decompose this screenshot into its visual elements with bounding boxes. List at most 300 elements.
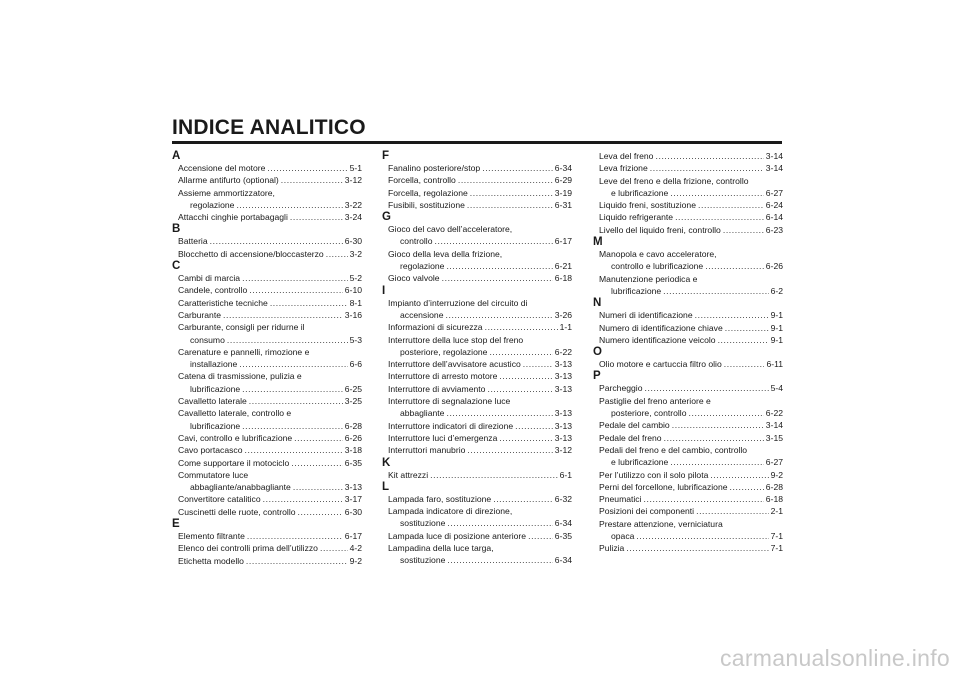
index-entry-text: Fanalino posteriore/stop <box>388 163 481 173</box>
index-entry-page: 3-18 <box>344 445 362 456</box>
index-entry <box>382 444 572 456</box>
index-entry-heading: Gioco della leva della frizione, <box>388 248 503 259</box>
leader-dots <box>705 260 764 272</box>
index-entry <box>382 395 572 420</box>
leader-dots <box>326 248 348 260</box>
index-entry-text: Numero di identificazione chiave <box>599 322 723 333</box>
index-entry-line <box>599 224 783 236</box>
leader-dots <box>482 162 553 174</box>
leader-dots <box>696 505 769 517</box>
index-entry-page: 6-6 <box>349 359 362 370</box>
leader-dots <box>467 199 553 211</box>
index-entry <box>593 518 783 543</box>
leader-dots <box>263 493 343 505</box>
index-entry-page: 3-14 <box>765 151 783 161</box>
index-entry-text: accensione <box>400 309 444 320</box>
index-entry-line <box>388 346 572 358</box>
index-entry-text: e lubrificazione <box>611 187 669 198</box>
leader-dots <box>447 554 552 566</box>
leader-dots <box>644 493 764 505</box>
index-entry-heading: Carenature e pannelli, rimozione e <box>178 346 310 357</box>
index-entry-line <box>388 309 572 321</box>
index-entry-page: 6-32 <box>554 493 572 504</box>
leader-dots <box>523 358 553 370</box>
index-entry-heading: Catena di trasmissione, pulizia e <box>178 371 302 382</box>
index-entry-text: abbagliante <box>400 408 445 419</box>
index-column-3 <box>593 150 783 555</box>
index-entry-heading: Prestare attenzione, verniciatura <box>599 518 723 529</box>
leader-dots <box>249 284 343 296</box>
index-entry-page: 6-28 <box>344 420 362 431</box>
index-entry <box>593 309 783 321</box>
index-entry-line <box>388 383 572 395</box>
index-entry-page: 6-25 <box>344 383 362 394</box>
index-entry-text: Allarme antifurto (optional) <box>178 175 279 186</box>
leader-dots <box>247 530 343 542</box>
index-entry-text: e lubrificazione <box>611 457 669 468</box>
index-entry-page: 6-27 <box>765 457 783 468</box>
index-entry-page: 3-26 <box>554 309 572 320</box>
index-entry-text: Informazioni di sicurezza <box>388 322 483 333</box>
index-entry <box>172 493 362 505</box>
index-entry-page: 6-26 <box>344 432 362 443</box>
index-entry-page: 9-1 <box>770 322 783 333</box>
index-entry-page: 9-2 <box>349 555 362 566</box>
index-entry-line <box>388 272 572 284</box>
leader-dots <box>725 322 769 334</box>
index-entry-line <box>599 419 783 431</box>
index-entry-text: Candele, controllo <box>178 285 248 296</box>
index-entry-page: 2-1 <box>770 506 783 517</box>
leader-dots <box>672 419 764 431</box>
leader-dots <box>664 432 764 444</box>
index-entry-page: 6-35 <box>554 530 572 541</box>
index-entry <box>593 175 783 200</box>
index-entry <box>382 432 572 444</box>
index-entry-page: 3-24 <box>344 212 362 223</box>
index-entry-page: 9-1 <box>770 334 783 345</box>
index-entry-page: 6-18 <box>765 494 783 505</box>
index-entry-page: 7-1 <box>770 531 783 542</box>
index-entry-page: 6-22 <box>765 408 783 419</box>
index-entry-heading: Manutenzione periodica e <box>599 273 698 284</box>
leader-dots <box>281 174 343 186</box>
index-entry-text: posteriore, regolazione <box>400 346 488 357</box>
index-entry-text: Interruttore di arresto motore <box>388 371 498 382</box>
index-entry-page: 6-23 <box>765 224 783 235</box>
index-entry-line <box>388 432 572 444</box>
index-entry-heading: Impianto d’interruzione del circuito di <box>388 297 528 308</box>
index-entry-line <box>178 211 362 223</box>
leader-dots <box>489 346 552 358</box>
index-entry <box>593 505 783 517</box>
leader-dots <box>710 469 768 481</box>
index-entry-line <box>178 383 362 395</box>
leader-dots <box>675 211 764 223</box>
index-entry-line <box>388 407 572 419</box>
index-entry <box>172 370 362 395</box>
index-entry <box>593 211 783 223</box>
index-entry-line <box>599 199 783 211</box>
leader-dots <box>723 224 764 236</box>
index-entry-text: installazione <box>190 359 238 370</box>
index-entry-text: Livello del liquido freni, controllo <box>599 224 721 235</box>
index-entry-text: Interruttore luci d’emergenza <box>388 432 498 443</box>
index-entry-page: 6-34 <box>554 163 572 173</box>
leader-dots <box>499 432 552 444</box>
leader-dots <box>485 321 558 333</box>
index-entry-line <box>178 481 362 493</box>
index-entry-line <box>178 272 362 284</box>
index-entry-page: 6-17 <box>344 531 362 542</box>
index-entry-line <box>599 530 783 542</box>
index-letter-heading: A <box>172 150 181 162</box>
index-entry-text: Accensione del motore <box>178 163 266 173</box>
index-entry-text: Cavalletto laterale <box>178 396 247 407</box>
index-entry <box>593 248 783 273</box>
leader-dots <box>239 358 347 370</box>
leader-dots <box>223 309 343 321</box>
leader-dots <box>242 420 343 432</box>
index-entry-text: Batteria <box>178 236 208 247</box>
index-entry-text: posteriore, controllo <box>611 408 687 419</box>
index-column-1 <box>172 150 362 567</box>
index-entry-text: Cuscinetti delle ruote, controllo <box>178 506 296 517</box>
index-entry <box>172 469 362 494</box>
index-entry-heading: Carburante, consigli per ridurne il <box>178 322 305 333</box>
index-entry-page: 3-14 <box>765 420 783 431</box>
leader-dots <box>467 444 552 456</box>
index-entry <box>593 382 783 394</box>
leader-dots <box>446 407 552 419</box>
index-entry <box>593 150 783 162</box>
index-entry <box>382 248 572 273</box>
index-entry <box>593 199 783 211</box>
leader-dots <box>291 457 343 469</box>
leader-dots <box>434 235 552 247</box>
page-title: INDICE ANALITICO <box>172 116 366 139</box>
index-entry <box>382 187 572 199</box>
index-entry <box>172 395 362 407</box>
leader-dots <box>663 285 768 297</box>
leader-dots <box>245 444 343 456</box>
index-entry <box>172 297 362 309</box>
index-letter-heading: C <box>172 260 181 273</box>
index-entry-text: Elemento filtrante <box>178 531 245 542</box>
index-entry-line <box>599 334 783 346</box>
index-entry-line <box>388 530 572 542</box>
index-entry-text: lubrificazione <box>190 420 241 431</box>
leader-dots <box>445 309 552 321</box>
index-entry-page: 3-12 <box>344 175 362 186</box>
index-entry-heading: Assieme ammortizzatore, <box>178 187 275 198</box>
index-entry-line <box>388 199 572 211</box>
index-entry-line <box>599 285 783 297</box>
index-entry-line <box>388 162 572 174</box>
index-entry-page: 6-27 <box>765 187 783 198</box>
index-entry-page: 6-34 <box>554 518 572 529</box>
index-entry <box>382 272 572 284</box>
index-entry-line <box>178 555 362 567</box>
leader-dots <box>688 407 763 419</box>
index-entry-text: Interruttori manubrio <box>388 445 466 456</box>
index-entry-page: 3-13 <box>554 408 572 419</box>
index-entry-text: Kit attrezzi <box>388 469 429 480</box>
index-letter-heading: M <box>593 236 603 249</box>
index-entry <box>382 493 572 505</box>
index-entry-text: Come supportare il motociclo <box>178 457 290 468</box>
index-entry <box>172 555 362 567</box>
index-entry-text: Caratteristiche tecniche <box>178 297 268 308</box>
index-entry <box>593 432 783 444</box>
index-entry-text: Cavi, controllo e lubrificazione <box>178 432 293 443</box>
index-entry-page: 6-24 <box>765 200 783 211</box>
leader-dots <box>293 481 343 493</box>
index-entry-page: 6-18 <box>554 273 572 284</box>
index-entry-page: 6-35 <box>344 457 362 468</box>
index-entry-page: 7-1 <box>770 543 783 554</box>
index-entry-heading: Manopola e cavo acceleratore, <box>599 249 717 260</box>
index-entry-text: Cavo portacasco <box>178 445 243 456</box>
index-entry-text: regolazione <box>400 261 445 272</box>
index-entry <box>382 174 572 186</box>
index-entry-text: Numeri di identificazione <box>599 310 693 321</box>
index-entry-text: Posizioni dei componenti <box>599 506 695 517</box>
leader-dots <box>249 395 343 407</box>
index-entry <box>593 322 783 334</box>
leader-dots <box>626 542 768 554</box>
index-entry-line <box>599 407 783 419</box>
index-entry-page: 3-17 <box>344 494 362 505</box>
index-entry-text: sostituzione <box>400 518 446 529</box>
index-entry-text: Elenco dei controlli prima dell’utilizzo <box>178 543 318 554</box>
index-letter-heading: I <box>382 284 386 297</box>
index-entry-page: 3-16 <box>344 309 362 320</box>
leader-dots <box>698 199 764 211</box>
index-entry-text: Pneumatici <box>599 494 642 505</box>
index-entry-heading: Cavalletto laterale, controllo e <box>178 408 292 419</box>
index-entry <box>172 284 362 296</box>
index-entry <box>172 457 362 469</box>
index-entry-text: sostituzione <box>400 555 446 566</box>
index-entry-page: 9-2 <box>770 469 783 480</box>
leader-dots <box>724 358 765 370</box>
index-entry-line <box>388 174 572 186</box>
index-entry-page: 3-13 <box>554 383 572 394</box>
index-entry-line <box>599 505 783 517</box>
index-entry-line <box>178 174 362 186</box>
index-entry-line <box>388 554 572 566</box>
index-entry-text: Cambi di marcia <box>178 273 241 284</box>
index-entry-page: 5-3 <box>349 334 362 345</box>
leader-dots <box>718 334 769 346</box>
index-entry-text: Lampada luce di posizione anteriore <box>388 530 527 541</box>
index-entry <box>172 407 362 432</box>
index-entry-page: 9-1 <box>770 310 783 321</box>
index-entry <box>593 273 783 298</box>
index-letter-heading: P <box>593 370 601 383</box>
index-entry-page: 3-19 <box>554 187 572 198</box>
index-entry-line <box>388 444 572 456</box>
index-entry <box>382 383 572 395</box>
index-entry-line <box>388 517 572 529</box>
index-entry-line <box>388 493 572 505</box>
index-entry-line <box>178 432 362 444</box>
leader-dots <box>210 235 343 247</box>
index-entry-text: Interruttore di avviamento <box>388 383 486 394</box>
index-entry-text: Interruttore dell’avvisatore acustico <box>388 359 521 370</box>
index-entry-text: Carburante <box>178 309 221 320</box>
index-entry-line <box>178 309 362 321</box>
index-entry <box>593 419 783 431</box>
index-entry <box>382 505 572 530</box>
index-entry-page: 3-14 <box>765 163 783 174</box>
leader-dots <box>458 174 553 186</box>
index-entry-page: 6-29 <box>554 175 572 186</box>
index-entry-line <box>599 162 783 174</box>
index-entry <box>593 481 783 493</box>
index-entry-line <box>599 493 783 505</box>
leader-dots <box>670 456 763 468</box>
index-entry-line <box>599 309 783 321</box>
index-entry-page: 5-2 <box>349 273 362 284</box>
index-entry <box>172 444 362 456</box>
leader-dots <box>446 260 552 272</box>
index-entry-page: 6-34 <box>554 555 572 566</box>
index-entry-page: 4-2 <box>349 543 362 554</box>
index-entry-line <box>388 420 572 432</box>
index-entry-page: 3-13 <box>554 432 572 443</box>
index-entry <box>172 174 362 186</box>
index-entry-text: lubrificazione <box>611 285 662 296</box>
index-entry <box>382 297 572 322</box>
index-entry-line <box>178 530 362 542</box>
leader-dots <box>290 211 343 223</box>
index-entry-text: opaca <box>611 531 635 542</box>
index-entry <box>382 542 572 567</box>
index-entry-heading: Interruttore di segnalazione luce <box>388 396 511 407</box>
leader-dots <box>242 383 343 395</box>
index-entry-line <box>599 542 783 554</box>
leader-dots <box>655 150 763 162</box>
index-entry-line <box>178 162 362 174</box>
index-entry-page: 3-12 <box>554 445 572 456</box>
index-entry-heading: Pastiglie del freno anteriore e <box>599 395 711 406</box>
index-entry <box>593 224 783 236</box>
index-entry <box>172 530 362 542</box>
index-entry-text: Gioco valvole <box>388 273 440 284</box>
index-entry <box>593 162 783 174</box>
leader-dots <box>430 469 557 481</box>
index-letter-heading: F <box>382 150 390 162</box>
index-entry <box>593 444 783 469</box>
index-entry <box>172 248 362 260</box>
index-entry-heading: Leve del freno e della frizione, controllo <box>599 175 749 186</box>
index-entry <box>593 542 783 554</box>
index-entry-page: 5-4 <box>770 383 783 394</box>
leader-dots <box>636 530 768 542</box>
index-entry-line <box>599 260 783 272</box>
index-entry <box>593 395 783 420</box>
index-entry <box>382 469 572 481</box>
index-entry-line <box>178 444 362 456</box>
index-entry-page: 6-30 <box>344 236 362 247</box>
index-entry-page: 3-22 <box>344 199 362 210</box>
leader-dots <box>298 506 343 518</box>
index-entry-line <box>388 235 572 247</box>
watermark: carmanualsonline.info <box>719 645 950 671</box>
index-entry-page: 8-1 <box>349 297 362 308</box>
index-entry <box>172 272 362 284</box>
index-entry-text: controllo e lubrificazione <box>611 261 704 272</box>
index-entry-line <box>388 370 572 382</box>
index-entry-page: 6-21 <box>554 261 572 272</box>
index-entry <box>172 506 362 518</box>
index-entry-text: Pedale del freno <box>599 432 662 443</box>
index-entry-text: Leva frizione <box>599 163 648 174</box>
leader-dots <box>447 517 552 529</box>
index-letter-heading: O <box>593 346 602 359</box>
index-entry <box>172 187 362 212</box>
leader-dots <box>730 481 764 493</box>
index-entry-line <box>599 469 783 481</box>
index-entry <box>382 223 572 248</box>
leader-dots <box>650 162 764 174</box>
index-entry-text: Fusibili, sostituzione <box>388 199 465 210</box>
index-entry-page: 3-13 <box>344 482 362 493</box>
index-entry <box>382 530 572 542</box>
index-entry-text: Parcheggio <box>599 383 643 394</box>
index-entry-line <box>178 493 362 505</box>
index-entry-page: 6-11 <box>766 359 783 370</box>
leader-dots <box>246 555 348 567</box>
index-entry-page: 6-17 <box>554 236 572 247</box>
index-entry-text: Attacchi cinghie portabagagli <box>178 212 288 223</box>
index-entry-line <box>599 481 783 493</box>
index-entry <box>382 370 572 382</box>
leader-dots <box>227 334 348 346</box>
index-entry-heading: Interruttore della luce stop del freno <box>388 334 524 345</box>
index-entry-line <box>599 322 783 334</box>
index-letter-heading: K <box>382 456 391 469</box>
index-entry-text: Leva del freno <box>599 151 654 161</box>
index-entry-line <box>599 187 783 199</box>
index-entry-text: lubrificazione <box>190 383 241 394</box>
index-entry-text: Interruttore indicatori di direzione <box>388 420 514 431</box>
index-entry-line <box>178 334 362 346</box>
index-entry-heading: Commutatore luce <box>178 469 249 480</box>
index-entry <box>172 321 362 346</box>
index-entry-page: 6-2 <box>770 285 783 296</box>
index-entry-heading: Lampada indicatore di direzione, <box>388 506 513 517</box>
index-entry-page: 5-1 <box>349 163 362 173</box>
leader-dots <box>294 432 343 444</box>
leader-dots <box>695 309 769 321</box>
index-entry-line <box>388 469 572 481</box>
index-entry <box>382 334 572 359</box>
index-entry-page: 3-25 <box>344 396 362 407</box>
index-entry <box>172 309 362 321</box>
index-entry-line <box>178 284 362 296</box>
index-entry-text: abbagliante/anabbagliante <box>190 482 291 493</box>
index-entry-page: 6-30 <box>344 506 362 517</box>
index-entry-line <box>599 358 783 370</box>
index-entry-line <box>599 382 783 394</box>
index-entry-line <box>599 432 783 444</box>
index-entry-line <box>388 321 572 333</box>
index-entry-line <box>388 260 572 272</box>
leader-dots <box>470 187 553 199</box>
